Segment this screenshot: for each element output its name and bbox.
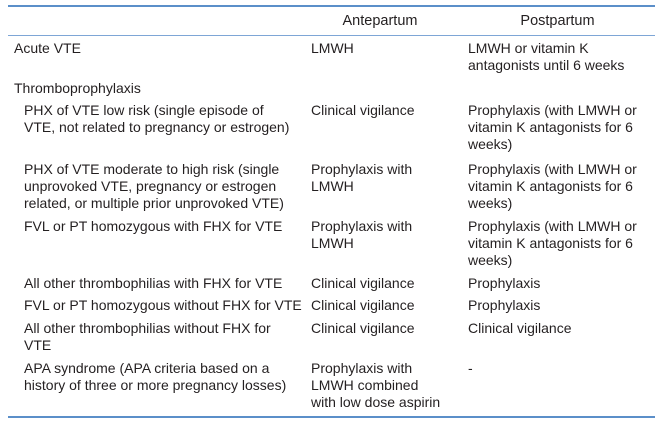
condition-cell: FVL or PT homozygous without FHX for VTE [24,297,302,313]
header-rule [8,35,655,36]
postpartum-cell: Prophylaxis [468,297,541,313]
condition-cell: Acute VTE [14,40,81,56]
condition-cell: All other thrombophilias without FHX for VTE [24,320,271,353]
postpartum-cell: LMWH or vitamin K antagonists until 6 weeks [468,40,625,73]
antepartum-cell: Prophylaxis with LMWH combined with low dose aspirin [311,360,441,410]
postpartum-cell: Clinical vigilance [468,320,572,336]
postpartum-cell: - [468,360,473,376]
antepartum-cell: Prophylaxis with LMWH [311,161,413,194]
antepartum-cell: Prophylaxis with LMWH [311,218,413,251]
antepartum-cell: Clinical vigilance [311,297,415,313]
postpartum-cell: Prophylaxis (with LMWH or vitamin K antagonists for 6 weeks) [468,218,637,268]
condition-cell: PHX of VTE moderate to high risk (single unprovoked VTE, pregnancy or estrogen related, or multiple prior unprovoked VTE) [24,161,284,211]
condition-cell: All other thrombophilias with FHX for VTE [24,275,283,291]
condition-cell: PHX of VTE low risk (single episode of VTE, not related to pregnancy or estrogen) [24,102,290,135]
top-rule [8,5,655,7]
condition-cell: APA syndrome (APA criteria based on a history of three or more pregnancy losses) [24,360,287,393]
bottom-rule [8,416,655,418]
antepartum-cell: Clinical vigilance [311,102,415,118]
postpartum-cell: Prophylaxis (with LMWH or vitamin K antagonists for 6 weeks) [468,161,637,211]
postpartum-cell: Prophylaxis [468,275,541,291]
antepartum-cell: Clinical vigilance [311,320,415,336]
header-postpartum: Postpartum [520,13,595,29]
section-heading: Thromboprophylaxis [14,80,141,96]
header-antepartum: Antepartum [342,13,418,29]
postpartum-cell: Prophylaxis (with LMWH or vitamin K antagonists for 6 weeks) [468,102,637,152]
antepartum-cell: Clinical vigilance [311,275,415,291]
antepartum-cell: LMWH [311,40,354,56]
condition-cell: FVL or PT homozygous with FHX for VTE [24,218,283,234]
